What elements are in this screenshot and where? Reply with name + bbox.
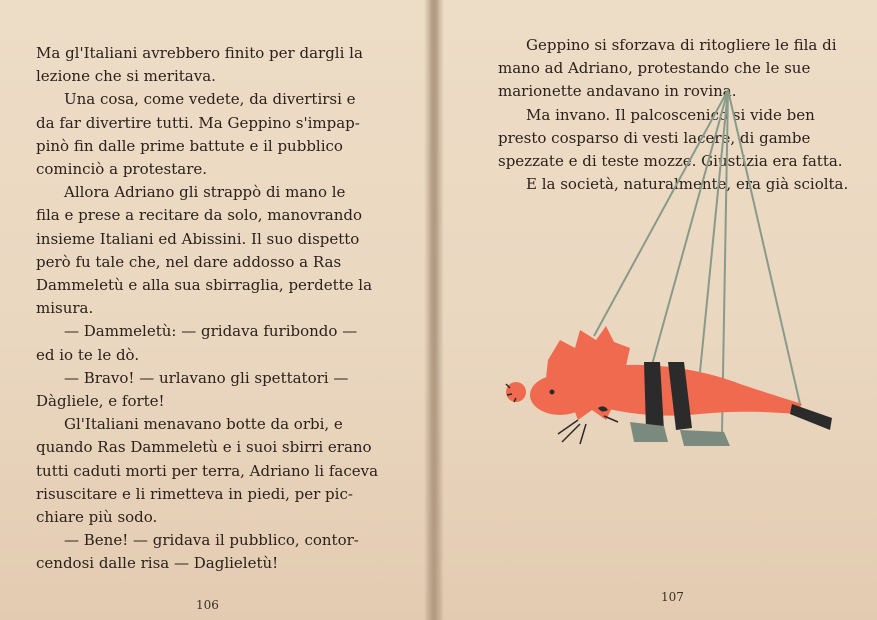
marionette-illustration	[438, 0, 877, 620]
shoe-right	[680, 430, 730, 446]
text-line: Dammeletù e alla sua sbirraglia, perdette la	[36, 276, 373, 295]
text-line: marionette andavano in rovina.	[498, 82, 737, 101]
text-line: — Bene! — gridava il pubblico, contor-	[64, 531, 359, 550]
text-line: tutti caduti morti per terra, Adriano li faceva	[36, 461, 379, 480]
text-line: Ma invano. Il palcoscenico si vide ben	[526, 105, 815, 124]
text-line: presto cosparso di vesti lacere, di gambe	[498, 128, 811, 147]
text-line: Gl'Italiani menavano botte da orbi, e	[64, 415, 343, 434]
text-line: lezione che si meritava.	[36, 67, 216, 86]
text-line: quando Ras Dammeletù e i suoi sbirri erano	[36, 438, 372, 457]
lion-body	[600, 365, 802, 416]
text-line: però fu tale che, nel dare addosso a Ras	[36, 252, 342, 271]
text-line: Allora Adriano gli strappò di mano le	[64, 183, 346, 202]
lion-face	[530, 375, 590, 415]
text-line: cendosi dalle risa — Daglieletù!	[36, 554, 279, 573]
text-line: fila e prese a recitare da solo, manovrando	[36, 206, 363, 225]
lion-whiskers	[558, 416, 618, 444]
text-line: da far divertire tutti. Ma Geppino s'impap-	[36, 113, 360, 132]
lion-eye	[550, 390, 555, 395]
text-line: misura.	[36, 299, 94, 318]
text-line: Dàgliele, e forte!	[36, 392, 165, 411]
page-number-right: 107	[661, 590, 684, 604]
text-line: spezzate e di teste mozze. Giustizia era fatta.	[498, 152, 843, 171]
text-line: Ma gl'Italiani avrebbero finito per dargli la	[36, 44, 363, 62]
text-line: E la società, naturalmente, era già sciolta.	[526, 175, 849, 194]
text-line: chiare più sodo.	[36, 508, 158, 527]
fallen-lion-marionette	[506, 326, 832, 446]
text-line: cominciò a protestare.	[36, 160, 208, 179]
lion-tail-tuft	[790, 404, 832, 430]
text-line: — Dammeletù: — gridava furibondo —	[64, 322, 358, 341]
page-number-left: 106	[196, 598, 219, 612]
text-line: Geppino si sforzava di ritogliere le fila di	[526, 36, 837, 54]
text-line: risuscitare e li rimetteva in piedi, per pic-	[36, 484, 353, 503]
text-line: mano ad Adriano, protestando che le sue	[498, 59, 811, 78]
text-line: pinò fin dalle prime battute e il pubblico	[36, 136, 343, 155]
text-line: ed io te le dò.	[36, 345, 140, 364]
text-line: Una cosa, come vedete, da divertirsi e	[64, 90, 356, 109]
left-page-text	[36, 42, 379, 576]
text-line: insieme Italiani ed Abissini. Il suo dispetto	[36, 229, 360, 248]
text-line: — Bravo! — urlavano gli spettatori —	[64, 368, 349, 387]
